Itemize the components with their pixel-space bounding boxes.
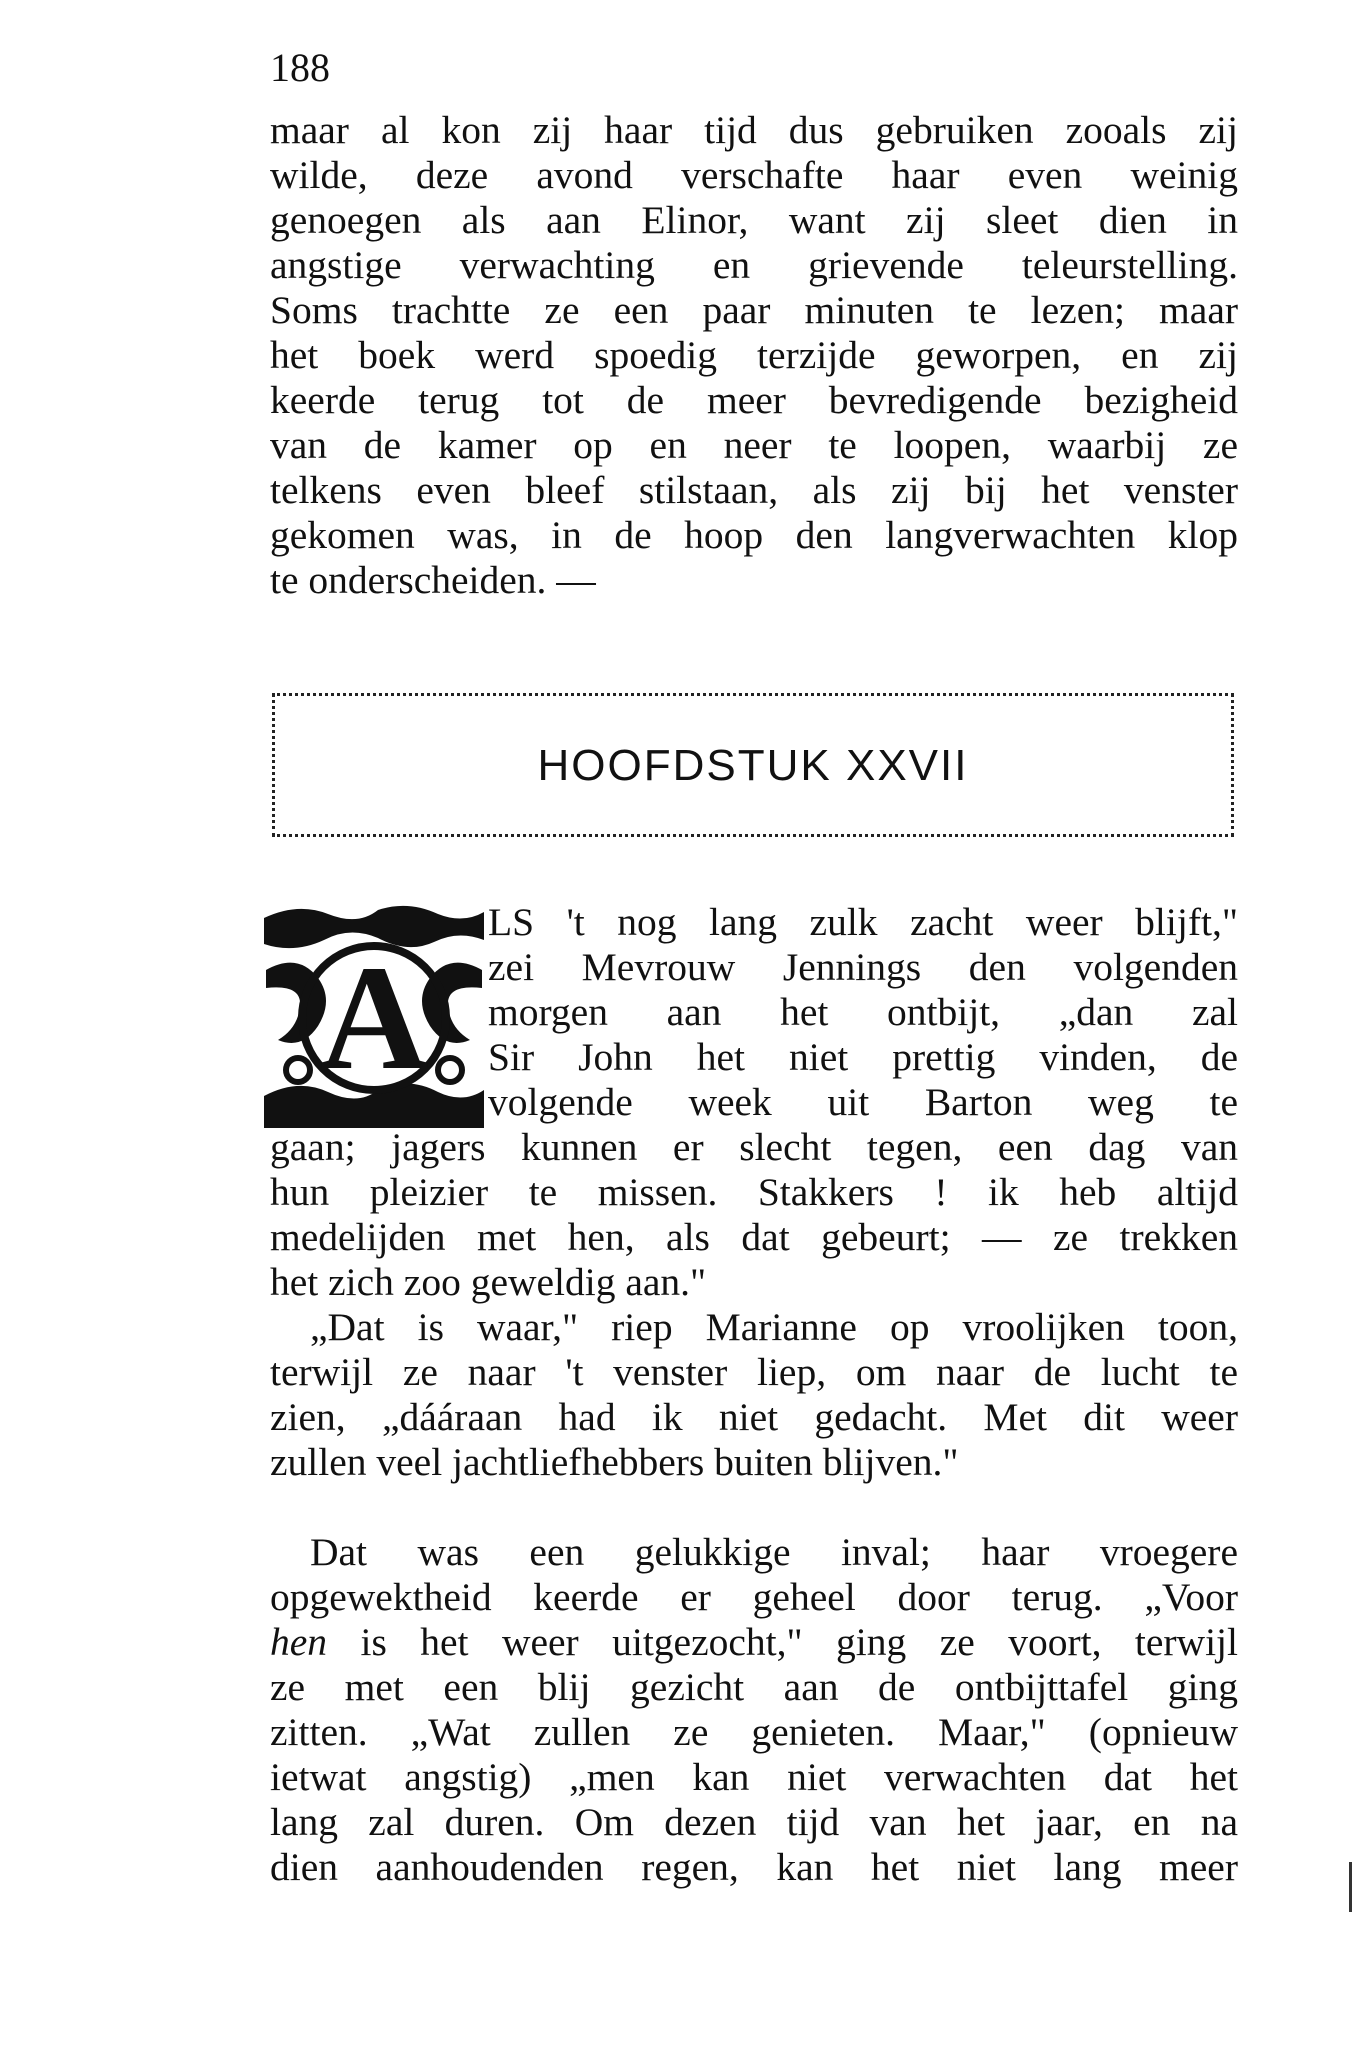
- text-line: te onderscheiden. —: [270, 558, 596, 602]
- drop-cap-letter: A: [319, 935, 429, 1101]
- page-number: 188: [270, 45, 330, 90]
- chapter-title: HOOFDSTUK XXVII: [537, 741, 969, 790]
- text-line: opgewektheid keerde er geheel door terug. „Voor: [270, 1575, 1238, 1619]
- text-line: zei Mevrouw Jennings den volgenden: [488, 945, 1238, 989]
- text-line: lang zal duren. Om dezen tijd van het jaar, en na: [270, 1800, 1238, 1844]
- text-line: Sir John het niet prettig vinden, de: [488, 1035, 1238, 1079]
- text-line: zullen veel jachtliefhebbers buiten blijven.": [270, 1440, 959, 1484]
- text-line: Dat was een gelukkige inval; haar vroegere: [310, 1530, 1238, 1574]
- text-line: LS 't nog lang zulk zacht weer blijft,": [488, 900, 1238, 944]
- text-line: Soms trachtte ze een paar minuten te lezen; maar: [270, 288, 1238, 332]
- text-line: morgen aan het ontbijt, „dan zal: [488, 990, 1238, 1034]
- text-line: dien aanhoudenden regen, kan het niet lang meer: [270, 1845, 1238, 1889]
- text-line: het boek werd spoedig terzijde geworpen, en zij: [270, 333, 1238, 377]
- text-line: van de kamer op en neer te loopen, waarbij ze: [270, 423, 1238, 467]
- text-line: terwijl ze naar 't venster liep, om naar de lucht te: [270, 1350, 1238, 1394]
- text-line: zien, „dááraan had ik niet gedacht. Met dit weer: [270, 1395, 1238, 1439]
- text-line: gekomen was, in de hoop den langverwachten klop: [270, 513, 1238, 557]
- text-line: gaan; jagers kunnen er slecht tegen, een dag van: [270, 1125, 1238, 1169]
- text-line: angstige verwachting en grievende teleurstelling.: [270, 243, 1238, 287]
- text-line: hun pleizier te missen. Stakkers ! ik heb altijd: [270, 1170, 1238, 1214]
- paragraph-top: [270, 108, 1238, 603]
- emphasis-word: hen: [270, 1620, 328, 1664]
- text-line: ietwat angstig) „men kan niet verwachten dat het: [270, 1755, 1238, 1799]
- chapter-heading-box: [272, 693, 1234, 837]
- page-edge-mark: [1349, 1862, 1352, 1912]
- text-line: [270, 1620, 1238, 1665]
- text-line: het zich zoo geweldig aan.": [270, 1260, 707, 1304]
- text-line: ze met een blij gezicht aan de ontbijttafel ging: [270, 1665, 1238, 1709]
- text-line: medelijden met hen, als dat gebeurt; — ze trekken: [270, 1215, 1238, 1259]
- text-line: maar al kon zij haar tijd dus gebruiken zooals zij: [270, 108, 1238, 152]
- paragraph-drop-cap: [270, 900, 1238, 1125]
- text-line: telkens even bleef stilstaan, als zij bij het venster: [270, 468, 1238, 512]
- text-line-rest: is het weer uitgezocht," ging ze voort, terwijl: [327, 1620, 1238, 1664]
- text-line: volgende week uit Barton weg te: [488, 1080, 1238, 1124]
- text-line: zitten. „Wat zullen ze genieten. Maar," (opnieuw: [270, 1710, 1238, 1754]
- paragraph-marianne: [270, 1305, 1238, 1485]
- text-line: wilde, deze avond verschafte haar even weinig: [270, 153, 1238, 197]
- paragraph-last: [270, 1530, 1238, 1890]
- paragraph-drop-cap-continued: [270, 1125, 1238, 1305]
- text-line: keerde terug tot de meer bevredigende bezigheid: [270, 378, 1238, 422]
- text-line: „Dat is waar," riep Marianne op vroolijken toon,: [310, 1305, 1238, 1349]
- text-line: genoegen als aan Elinor, want zij sleet dien in: [270, 198, 1238, 242]
